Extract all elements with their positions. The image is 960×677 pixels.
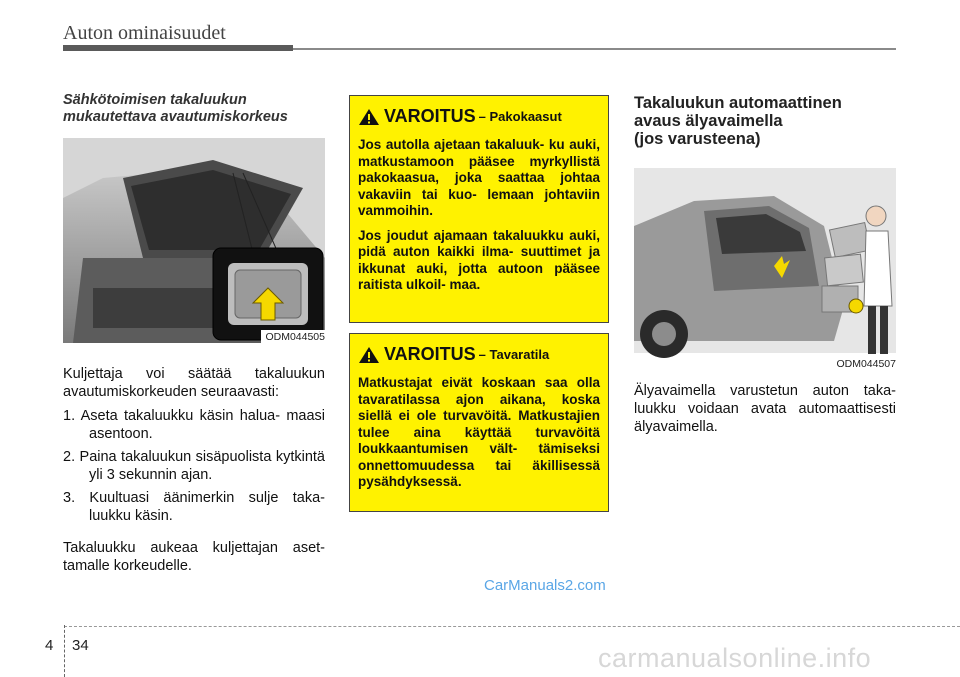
intro-text: Kuljettaja voi säätää takaluukun avautumiskorkeuden seuraavasti:	[63, 366, 325, 400]
left-column	[63, 92, 325, 575]
section-title-adjustable-height: Sähkötoimisen takaluukun mukautettava avautumiskorkeus	[63, 92, 288, 125]
image-code: ODM044507	[832, 357, 896, 370]
header-rule-thin	[293, 48, 896, 50]
warning-heading: VAROITUS – Pakokaasut	[358, 106, 600, 127]
warning-box-exhaust	[349, 95, 609, 323]
smart-key-text: Älyavaimella varustetun auton taka- luukku voidaan avata automaattisesti älyavaimella.	[634, 383, 896, 435]
step-item: 1. Aseta takaluukku käsin halua- maasi asentoon.	[63, 408, 325, 442]
tailgate-switch-illustration	[63, 138, 325, 343]
page-number: 34	[72, 637, 89, 654]
footer-rule	[64, 626, 960, 627]
warning-box-cargo	[349, 333, 609, 512]
header-rule-thick	[63, 45, 293, 51]
outro-text: Takaluukku aukeaa kuljettajan aset- tamalle korkeudelle.	[63, 540, 325, 574]
step-item: 2. Paina takaluukun sisäpuolista kytkintä yli 3 sekunnin ajan.	[63, 449, 325, 483]
header-title: Auton ominaisuudet	[63, 22, 226, 44]
section-title-smart-key: Takaluukun automaattinen avaus älyavaimella (jos varusteena)	[634, 94, 842, 148]
warning-paragraph: Jos autolla ajetaan takaluuk- ku auki, matkustamoon pääsee myrkyllistä pakokaasua, joka saattaa johtaa vakaviin tai kuo- lemaan johtaviin vammoihin.	[358, 137, 600, 218]
warning-paragraph: Jos joudut ajamaan takaluukku auki, pidä auton kaikki ilma- suuttimet ja ikkunat auki, jotta autoon pääsee raitista ulkoil- maa.	[358, 227, 600, 292]
warning-paragraph: Matkustajat eivät koskaan saa olla tavaratilassa ajon aikana, koska siellä ei ole turvavöitä. Matkustajien tulee aina käyttää turvavöitä loukkaantumisen vält- tämiseksi onnettomuudessa tai äkillisessä pysähdyksessä.	[358, 375, 600, 489]
steps-list	[63, 407, 325, 525]
smart-tailgate-illustration	[634, 156, 896, 370]
warning-triangle-icon	[358, 346, 380, 364]
right-column	[634, 94, 896, 436]
chapter-number: 4	[45, 637, 54, 654]
warning-heading: VAROITUS – Tavaratila	[358, 344, 600, 365]
image-code: ODM044505	[261, 330, 325, 343]
footer-divider	[64, 625, 65, 677]
watermark-site: carmanualsonline.info	[598, 643, 872, 673]
warning-triangle-icon	[358, 108, 380, 126]
watermark-carmanuals[interactable]: CarManuals2.com	[484, 577, 606, 594]
step-item: 3. Kuultuasi äänimerkin sulje taka- luukku käsin.	[63, 490, 325, 524]
